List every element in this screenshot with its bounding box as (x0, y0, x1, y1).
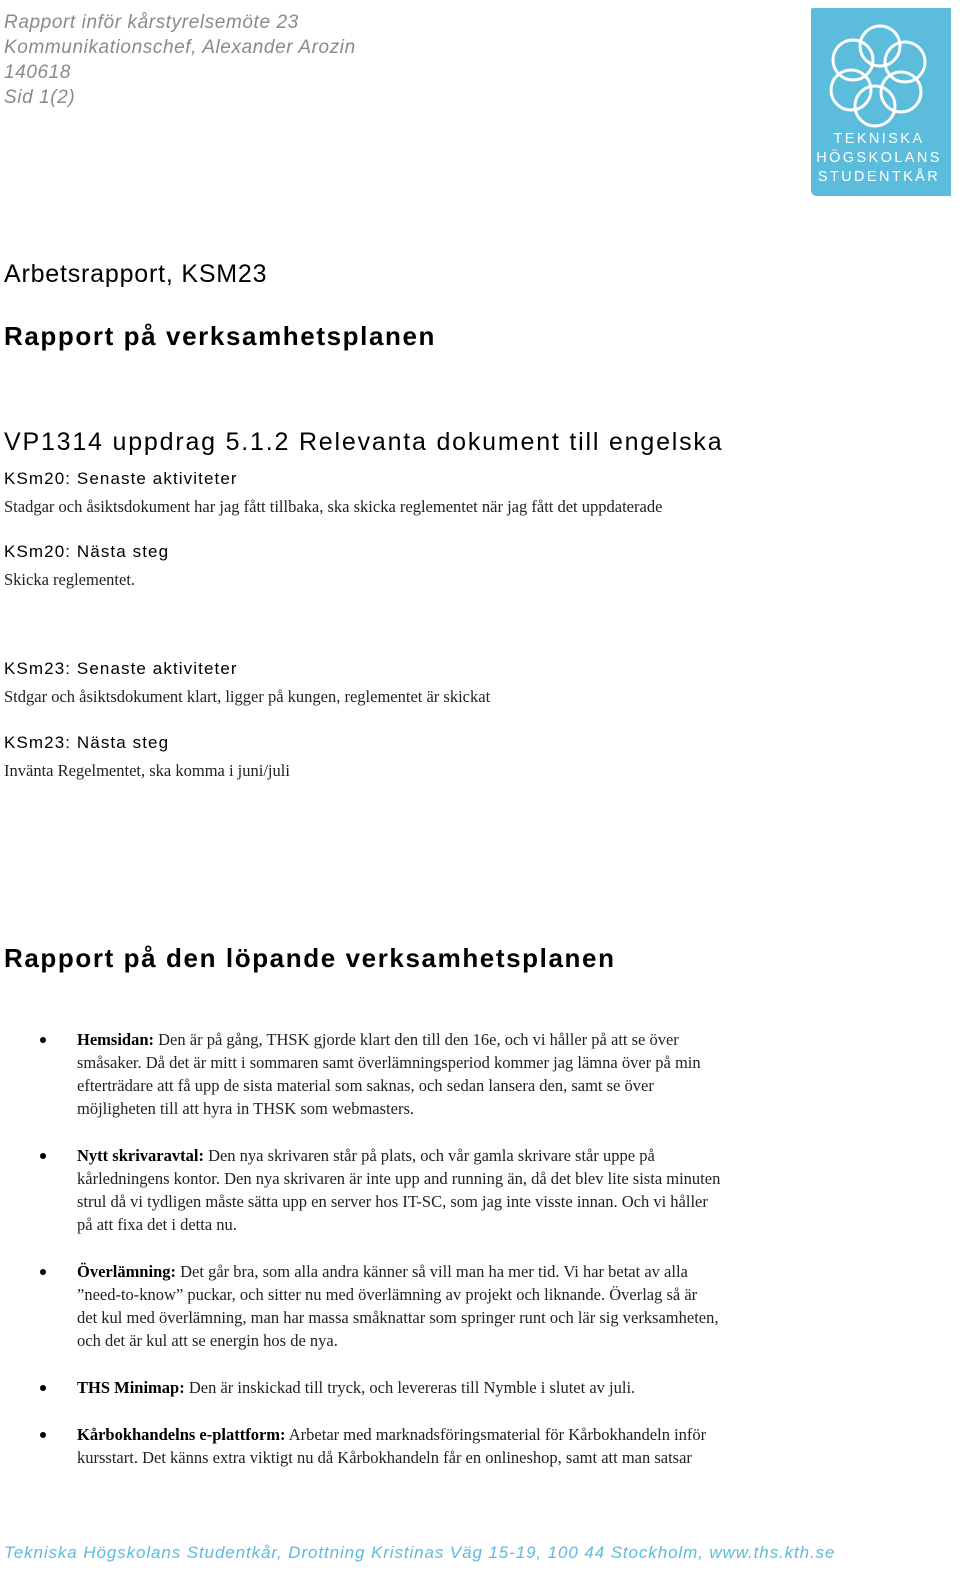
header-line-date: 140618 (4, 62, 72, 83)
header-line-report: Rapport inför kårstyrelsemöte 23 (4, 12, 299, 33)
ksm23-activities-text: Stdgar och åsiktsdokument klart, ligger på kungen, reglementet är skickat (4, 687, 491, 706)
list-item (0, 1423, 860, 1469)
ksm23-activities-heading: KSm23: Senaste aktiviteter (4, 659, 238, 678)
bullet-icon (40, 1269, 46, 1275)
logo-text-line: HÖGSKOLANS (816, 150, 942, 166)
bullet-text-line: strul då vi tydligen måste sätta upp en server hos IT-SC, som jag inte visste innan. Och vi håller (77, 1192, 708, 1211)
bullet-icon (40, 1385, 46, 1391)
header-line-page: Sid 1(2) (4, 87, 76, 108)
bullet-text-line: på att fixa det i detta nu. (77, 1215, 237, 1234)
ksm20-next-text: Skicka reglementet. (4, 570, 136, 589)
logo-text (811, 130, 947, 187)
rings-icon (825, 20, 935, 128)
bullet-text-line: Den är på gång, THSK gjorde klart den till den 16e, och vi håller på att se över (154, 1030, 679, 1049)
bullet-label: THS Minimap: (77, 1378, 185, 1397)
bullet-label: Kårbokhandelns e-plattform: (77, 1425, 286, 1444)
ksm20-activities-text: Stadgar och åsiktsdokument har jag fått tillbaka, ska skicka reglementet när jag fått det uppdaterade (4, 497, 663, 516)
bullet-icon (40, 1153, 46, 1159)
logo-text-line: TEKNISKA (833, 131, 925, 147)
bullet-text-line: efterträdare att få upp de sista material som saknas, och sedan lansera den, samt se över (77, 1076, 654, 1095)
bullet-label: Hemsidan: (77, 1030, 155, 1049)
footer-address: Tekniska Högskolans Studentkår, Drottning Kristinas Väg 15-19, 100 44 Stockholm, www.ths.kth.se (4, 1543, 836, 1562)
report-bullet-list (0, 1028, 860, 1493)
bullet-text-line: ”need-to-know” puckar, och sitter nu med överlämning av projekt och liknande. Överlag så är (77, 1285, 698, 1304)
bullet-label: Överlämning: (77, 1262, 176, 1281)
bullet-text-line: Arbetar med marknadsföringsmaterial för Kårbokhandeln inför (285, 1425, 707, 1444)
bullet-text-line: Den är inskickad till tryck, och levereras till Nymble i slutet av juli. (184, 1378, 636, 1397)
ksm23-next-heading: KSm23: Nästa steg (4, 733, 170, 752)
bullet-icon (40, 1432, 46, 1438)
bullet-text-line: det kul med överlämning, man har massa småknattar som springer runt och lär sig verksamheten, (77, 1308, 719, 1327)
bullet-icon (40, 1037, 46, 1043)
ksm20-next-heading: KSm20: Nästa steg (4, 542, 170, 561)
bullet-text-line: kursstart. Det känns extra viktigt nu då Kårbokhandeln får en onlineshop, samt att man satsar (77, 1448, 692, 1467)
ksm23-next-text: Invänta Regelmentet, ska komma i juni/juli (4, 761, 290, 780)
document-title: Arbetsrapport, KSM23 (4, 260, 268, 288)
list-item (0, 1376, 860, 1399)
ksm20-activities-heading: KSm20: Senaste aktiviteter (4, 469, 238, 488)
bullet-text-line: Den nya skrivaren står på plats, och vår gamla skrivare står uppe på (203, 1146, 655, 1165)
bullet-text-line: och det är kul att se energin hos de nya. (77, 1331, 338, 1350)
list-item (0, 1260, 860, 1352)
list-item (0, 1144, 860, 1236)
header-meta (4, 10, 356, 110)
logo-text-line: STUDENTKÅR (817, 169, 941, 185)
section-title-lopande: Rapport på den löpande verksamhetsplanen (4, 943, 616, 973)
task-title: VP1314 uppdrag 5.1.2 Relevanta dokument till engelska (4, 428, 724, 456)
list-item (0, 1028, 860, 1120)
bullet-label: Nytt skrivaravtal: (77, 1146, 204, 1165)
header-line-author: Kommunikationschef, Alexander Arozin (4, 37, 356, 58)
section-title-verksamhetsplan: Rapport på verksamhetsplanen (4, 321, 437, 351)
bullet-text-line: kårledningens kontor. Den nya skrivaren är inte upp and running än, då det blev lite sista minuten (77, 1169, 721, 1188)
bullet-text-line: möjligheten till att hyra in THSK som webmasters. (77, 1099, 414, 1118)
ths-logo (811, 8, 951, 196)
bullet-text-line: småsaker. Då det är mitt i sommaren samt överlämningsperiod kommer jag lämna över på min (77, 1053, 701, 1072)
bullet-text-line: Det går bra, som alla andra känner så vill man ha mer tid. Vi har betat av alla (176, 1262, 688, 1281)
